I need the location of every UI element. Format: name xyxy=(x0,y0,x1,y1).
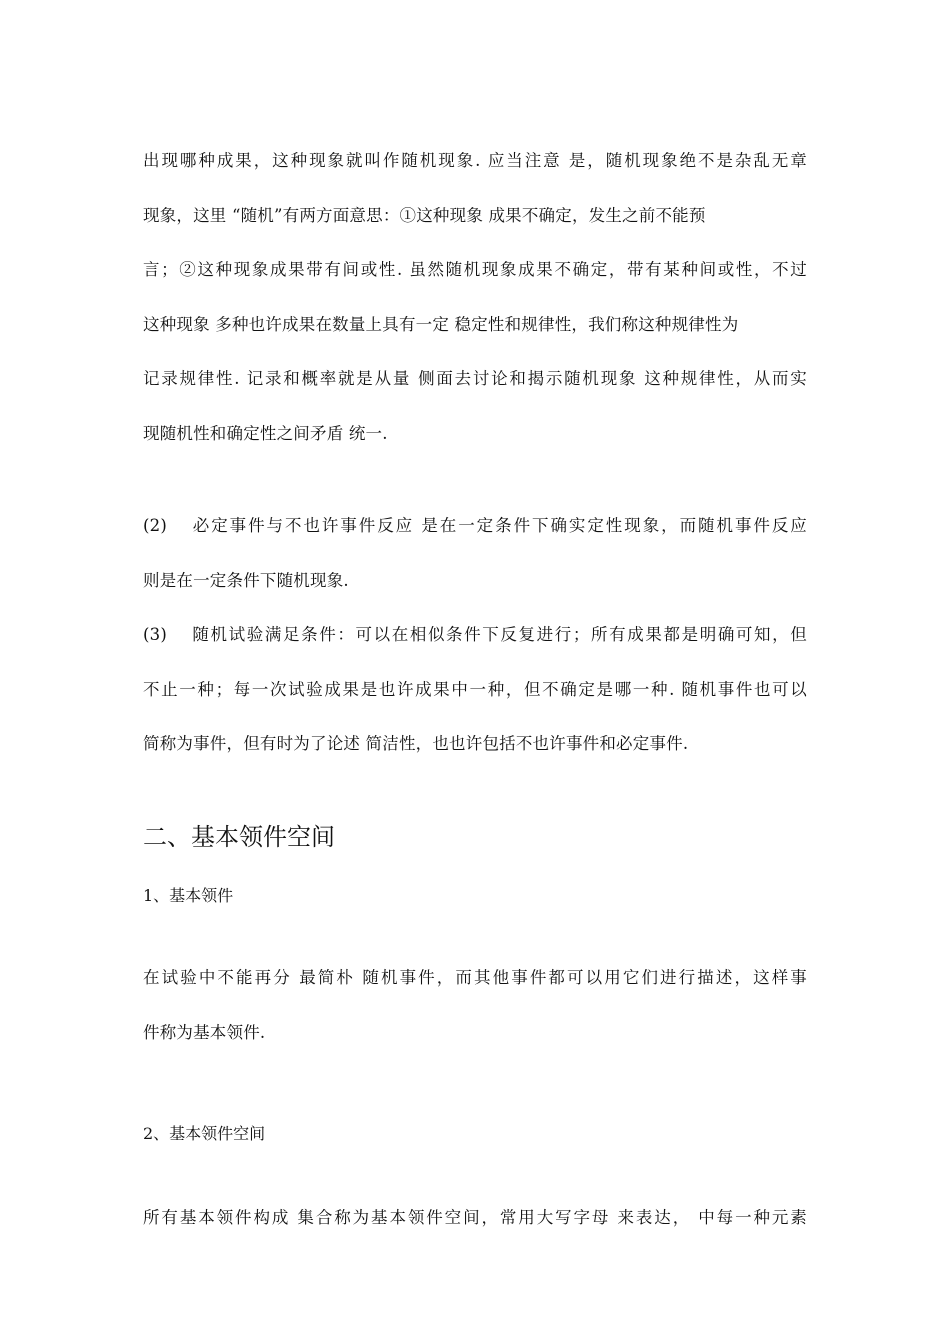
paragraph-1-line-4: 这种现象 多种也许成果在数量上具有一定 稳定性和规律性，我们称这种规律性为 xyxy=(143,315,739,334)
item-2-number: (2) xyxy=(143,516,167,535)
paragraph-1-line-6: 现随机性和确定性之间矛盾 统一. xyxy=(143,424,388,443)
item-3-line-2: 不止一种；每一次试验成果是也许成果中一种，但不确定是哪一种. 随机事件也可以 xyxy=(143,680,807,699)
subsection-1-line-2: 件称为基本领件. xyxy=(143,1023,266,1042)
section-2-heading: 二、基本领件空间 xyxy=(143,823,335,851)
paragraph-1-line-5: 记录规律性. 记录和概率就是从量 侧面去讨论和揭示随机现象 这种规律性，从而实 xyxy=(143,369,807,388)
subsection-2-heading: 2、基本领件空间 xyxy=(143,1124,266,1143)
item-3-number: (3) xyxy=(143,625,167,644)
subsection-2-line-1: 所有基本领件构成 集合称为基本领件空间，常用大写字母 来表达， 中每一种元素 xyxy=(143,1208,807,1227)
item-2-line-2: 则是在一定条件下随机现象. xyxy=(143,571,349,590)
item-3-text-1: 随机试验满足条件：可以在相似条件下反复进行；所有成果都是明确可知，但 xyxy=(191,625,807,644)
item-2-text-1: 必定事件与不也许事件反应 是在一定条件下确实定性现象，而随机事件反应 xyxy=(191,516,807,535)
item-2-line-1 xyxy=(143,515,807,537)
paragraph-1-line-2: 现象，这里 “随机”有两方面意思：①这种现象 成果不确定，发生之前不能预 xyxy=(143,206,706,225)
item-3-line-1 xyxy=(143,624,807,646)
paragraph-1-line-3: 言；②这种现象成果带有间或性. 虽然随机现象成果不确定，带有某种间或性，不过 xyxy=(143,260,807,279)
subsection-1-heading: 1、基本领件 xyxy=(143,886,234,905)
paragraph-1-line-1: 出现哪种成果，这种现象就叫作随机现象. 应当注意 是，随机现象绝不是杂乱无章 xyxy=(143,151,807,170)
item-3-line-3: 简称为事件，但有时为了论述 简洁性，也也许包括不也许事件和必定事件. xyxy=(143,734,689,753)
subsection-1-line-1: 在试验中不能再分 最简朴 随机事件，而其他事件都可以用它们进行描述，这样事 xyxy=(143,968,807,987)
